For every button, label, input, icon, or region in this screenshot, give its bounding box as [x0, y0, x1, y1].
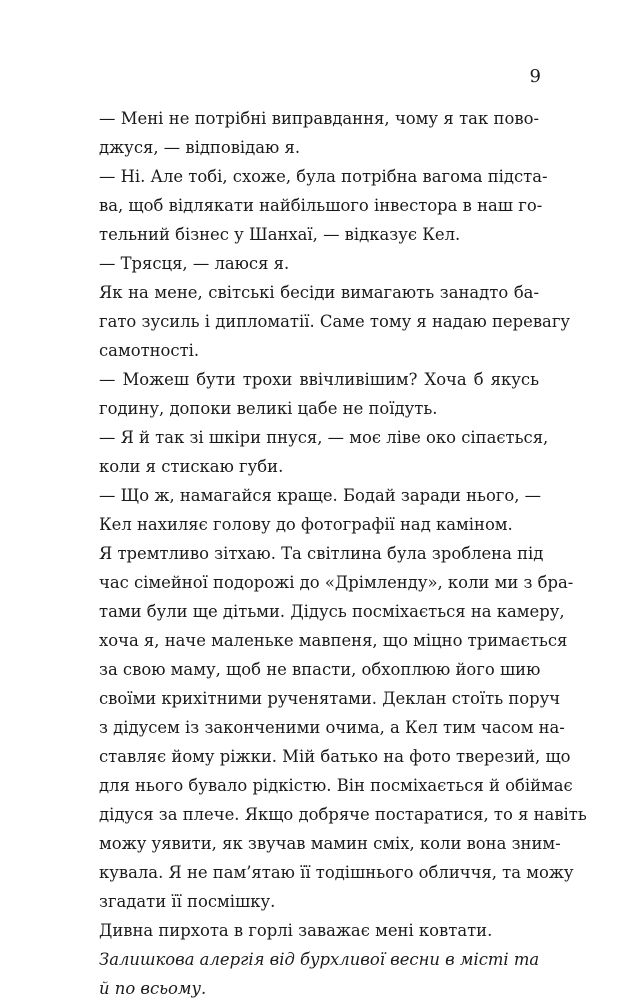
- text-line: годину, допоки великі цабе не поїдуть.: [99, 399, 438, 418]
- body-text: [99, 104, 587, 1003]
- text-line: ставляє йому ріжки. Мій батько на фото тверезий, що: [99, 747, 571, 766]
- paragraph: [99, 539, 587, 916]
- paragraph: [99, 916, 539, 945]
- text-line: тами були ще дітьми. Дідусь посміхається на камеру,: [99, 602, 565, 621]
- paragraph: [99, 481, 542, 539]
- text-line: час сімейної подорожі до «Дрімленду», коли ми з бра-: [99, 573, 574, 592]
- paragraph: [99, 162, 548, 249]
- text-line: Кел нахиляє голову до фотографії над каміном.: [99, 515, 513, 534]
- paragraph: [99, 278, 571, 365]
- text-line: коли я стискаю губи.: [99, 457, 284, 476]
- text-line: — Можеш бути трохи ввічливішим? Хоча б якусь: [99, 370, 539, 389]
- text-line: кувала. Я не пам’ятаю її тодішнього обличчя, та можу: [99, 863, 574, 882]
- text-line: за свою маму, щоб не впасти, обхоплюю його шию: [99, 660, 541, 679]
- text-line: ва, щоб відлякати найбільшого інвестора в наш го-: [99, 196, 543, 215]
- text-line: тельний бізнес у Шанхаї, — відказує Кел.: [99, 225, 461, 244]
- text-line: — Ні. Але тобі, схоже, була потрібна вагома підста-: [99, 167, 548, 186]
- paragraph: [99, 945, 539, 1003]
- text-line: Залишкова алергія від бурхливої весни в місті та: [99, 950, 540, 969]
- paragraph: [99, 365, 539, 423]
- text-line: своїми крихітними рученятами. Деклан стоїть поруч: [99, 689, 561, 708]
- text-line: — Трясця, — лаюся я.: [99, 254, 290, 273]
- text-line: — Я й так зі шкіри пнуся, — моє ліве око сіпається,: [99, 428, 549, 447]
- text-line: Я тремтливо зітхаю. Та світлина була зроблена під: [99, 544, 544, 563]
- text-line: для нього бувало рідкістю. Він посміхається й обіймає: [99, 776, 573, 795]
- text-line: — Мені не потрібні виправдання, чому я так пово-: [99, 109, 539, 128]
- text-line: з дідусем із законченими очима, а Кел тим часом на-: [99, 718, 565, 737]
- text-line: — Що ж, намагайся краще. Бодай заради нього, —: [99, 486, 542, 505]
- paragraph: [99, 249, 539, 278]
- text-line: самотності.: [99, 341, 200, 360]
- text-line: хоча я, наче маленьке мавпеня, що міцно тримається: [99, 631, 568, 650]
- paragraph: [99, 423, 549, 481]
- text-line: згадати її посмішку.: [99, 892, 276, 911]
- page-number: 9: [529, 66, 541, 87]
- text-line: дідуся за плече. Якщо добряче постаратися, то я навіть: [99, 805, 587, 824]
- text-line: гато зусиль і дипломатії. Саме тому я надаю перевагу: [99, 312, 571, 331]
- paragraph: [99, 104, 539, 162]
- text-line: джуся, — відповідаю я.: [99, 138, 301, 157]
- text-line: й по всьому.: [99, 979, 207, 998]
- text-line: Дивна пирхота в горлі заважає мені ковтати.: [99, 921, 493, 940]
- text-line: можу уявити, як звучав мамин сміх, коли вона зним-: [99, 834, 561, 853]
- text-line: Як на мене, світські бесіди вимагають занадто ба-: [99, 283, 539, 302]
